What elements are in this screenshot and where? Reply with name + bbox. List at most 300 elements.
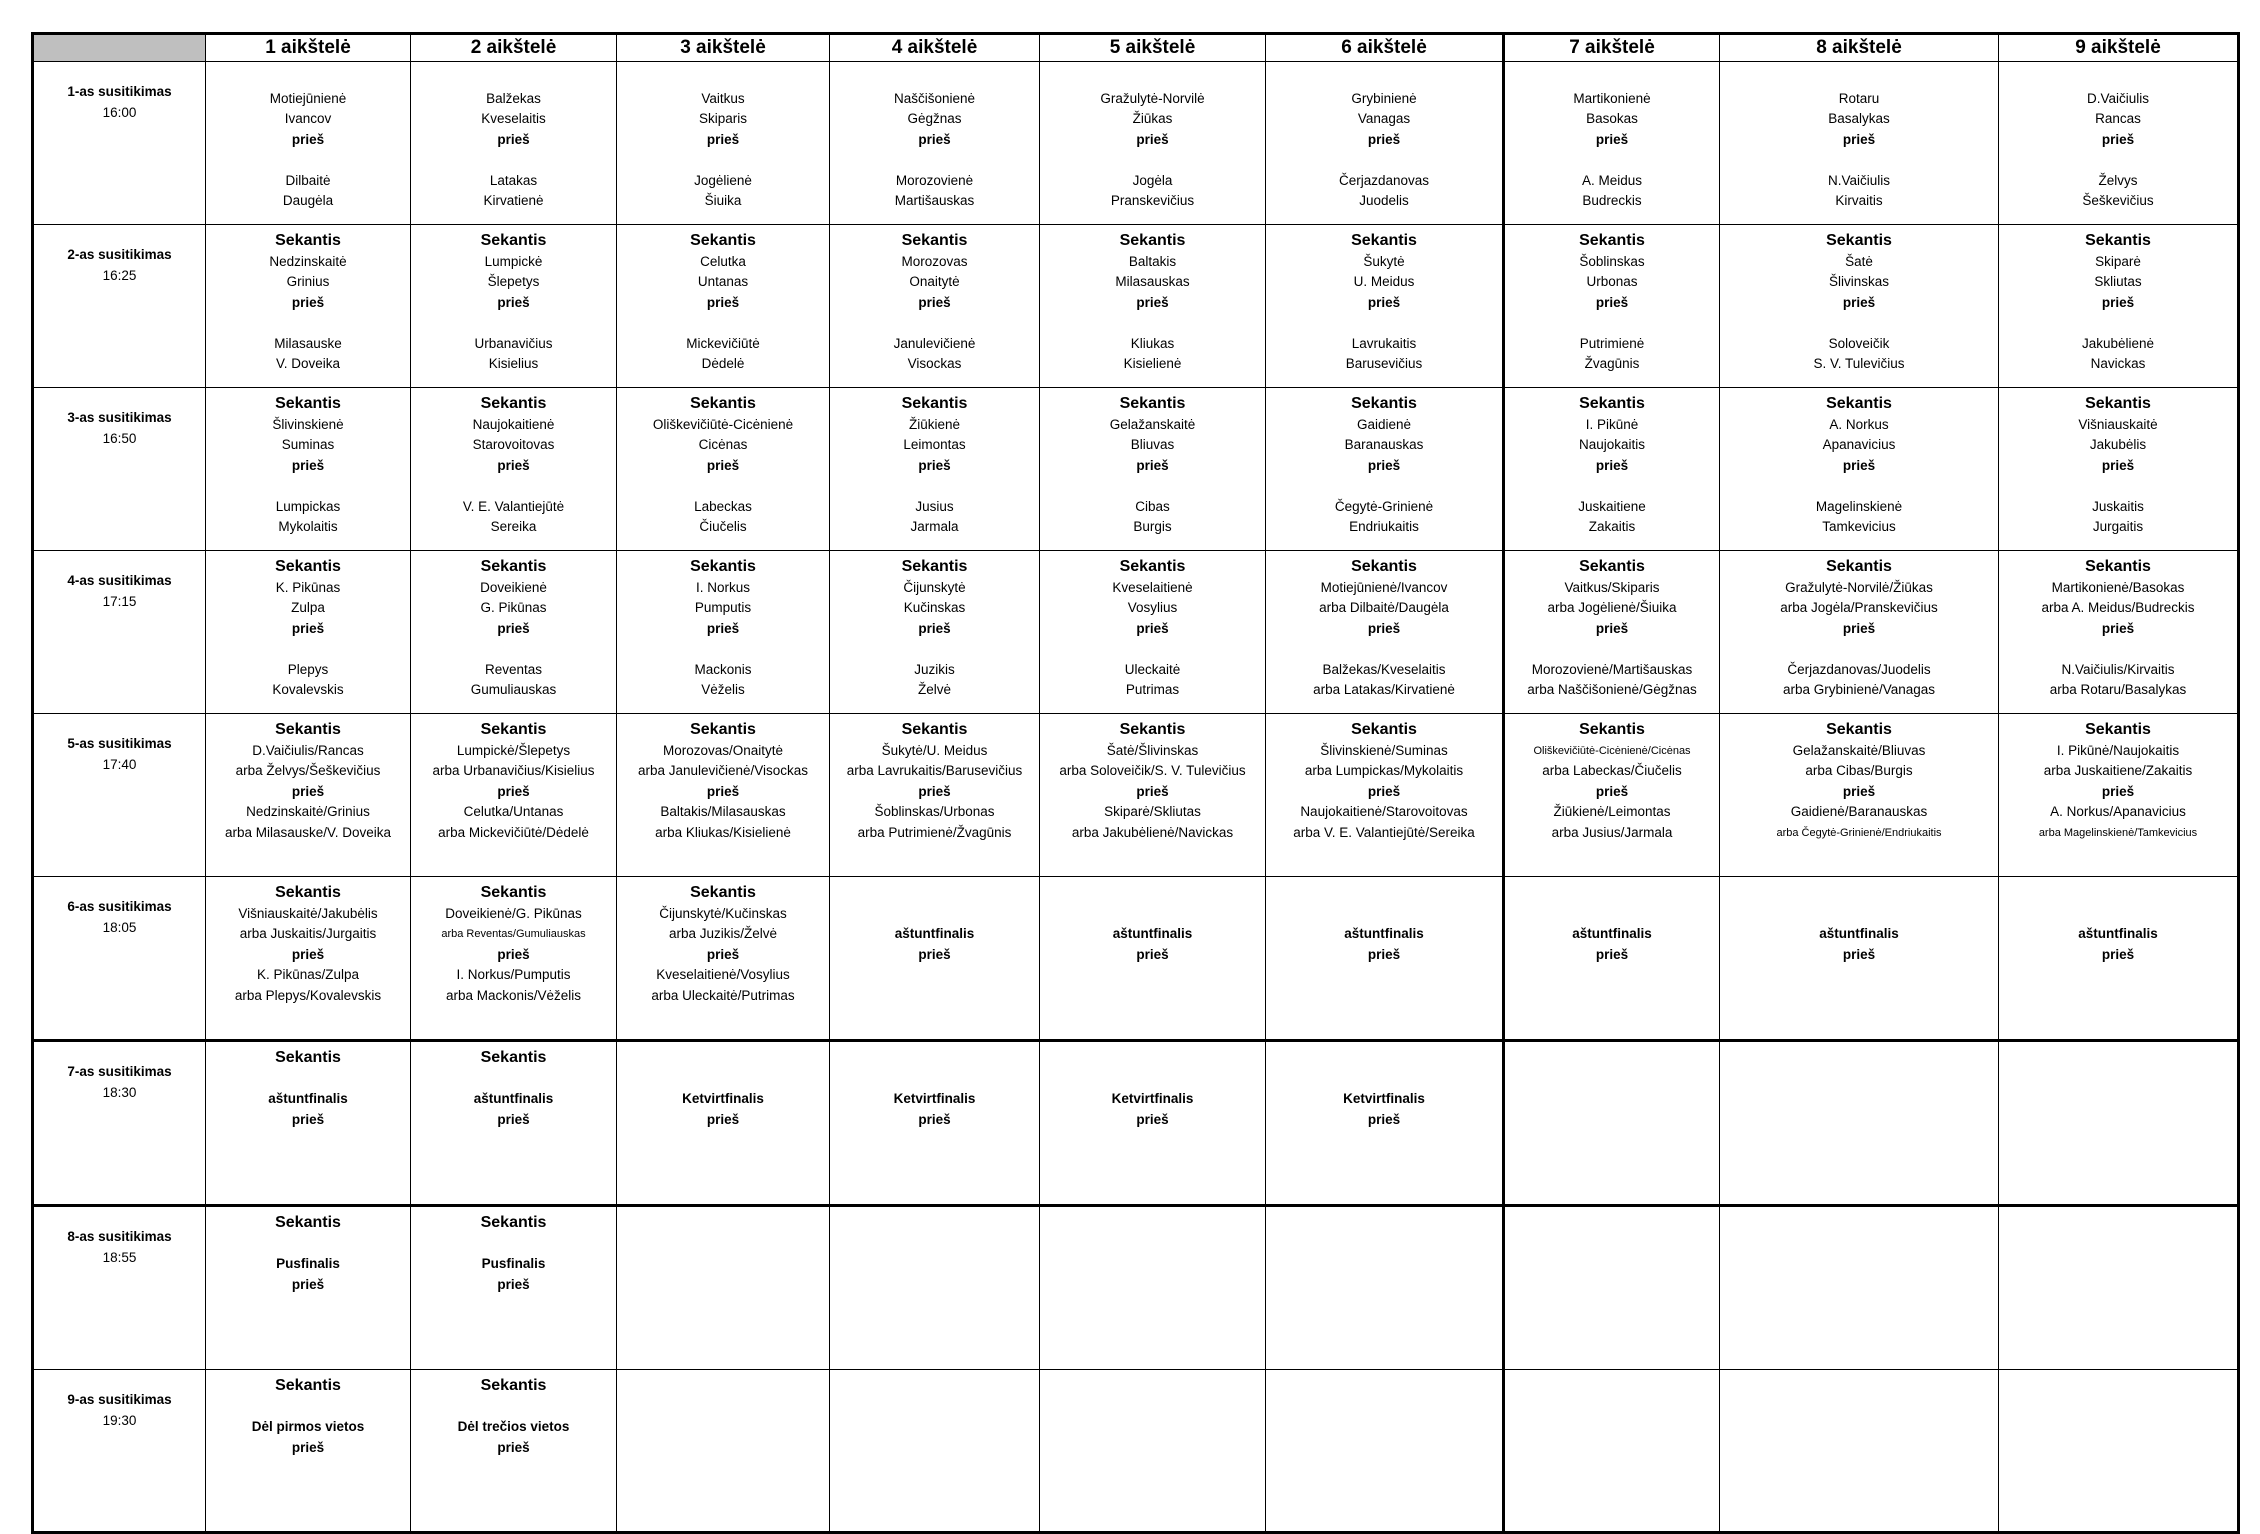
match-cell <box>1504 1370 1720 1533</box>
spacer-line <box>1040 150 1265 171</box>
match-cell <box>411 225 617 388</box>
spacer-line <box>830 1069 1039 1090</box>
match-cell <box>617 62 830 225</box>
player-line: Vanagas <box>1357 111 1411 126</box>
player-line: Putrimas <box>1125 682 1180 697</box>
player-line: Pranskevičius <box>1110 193 1195 208</box>
player-line: Soloveičik <box>1828 335 1890 351</box>
match-cell <box>1266 62 1504 225</box>
player-line: Žiūkienė/Leimontas <box>1553 804 1671 819</box>
spacer-line <box>1266 1048 1502 1069</box>
match-cell <box>1999 1041 2239 1206</box>
player-line: Endriukaitis <box>1349 519 1419 534</box>
player-line: arba A. Meidus/Budreckis <box>2041 600 2195 615</box>
spacer-line <box>1266 883 1502 904</box>
match-cell <box>1720 551 1999 714</box>
player-line: Martišauskas <box>894 193 975 208</box>
match-stage-label: prieš <box>2101 783 2135 799</box>
player-line: D.Vaičiulis <box>2086 90 2149 106</box>
spacer-line <box>1266 68 1502 89</box>
player-line: Gaidienė <box>1356 416 1412 432</box>
player-line: Žvagūnis <box>1584 356 1640 371</box>
match-cell <box>206 62 411 225</box>
player-line: arba Jakubėlienė/Navickas <box>1071 824 1234 840</box>
court-header: 5 aikštelė <box>1040 34 1266 62</box>
next-match-label: Sekantis <box>690 721 756 738</box>
match-stage-label: prieš <box>1136 620 1169 636</box>
round-row <box>33 714 2239 877</box>
player-line: arba Plepys/Kovalevskis <box>234 987 382 1003</box>
player-line: Juskaitis <box>2092 498 2144 514</box>
player-line: Vaitkus <box>701 90 745 106</box>
next-match-label: Sekantis <box>275 232 341 249</box>
next-match-label: Sekantis <box>275 395 341 412</box>
next-match-label: Sekantis <box>1826 232 1892 249</box>
match-stage-label: Pusfinalis <box>276 1256 340 1271</box>
next-match-label: Sekantis <box>1579 558 1645 575</box>
player-line: Oliškevičiūtė-Cicėnienė <box>652 416 794 432</box>
player-line: arba Dilbaitė/Daugėla <box>1319 600 1449 615</box>
spacer-line <box>1040 1048 1265 1069</box>
player-line: I. Pikūnė/Naujokaitis <box>2056 742 2180 758</box>
match-stage-label: prieš <box>497 783 530 799</box>
spacer-line <box>617 68 829 89</box>
next-match-label: Sekantis <box>901 395 968 412</box>
match-stage-label: prieš <box>291 1439 325 1455</box>
match-stage-label: prieš <box>706 620 740 636</box>
player-line: arba Lavrukaitis/Barusevičius <box>846 763 1023 778</box>
player-line: Čijunskytė/Kučinskas <box>659 905 787 921</box>
spacer-line <box>411 1397 616 1418</box>
match-stage-label: aštuntfinalis <box>473 1091 554 1106</box>
round-label: 4-as susitikimas <box>67 573 172 588</box>
next-match-label: Sekantis <box>480 1049 547 1066</box>
match-cell <box>1720 1370 1999 1533</box>
match-stage-label: prieš <box>1367 1111 1401 1127</box>
match-cell <box>1266 1370 1504 1533</box>
player-line: Reventas <box>484 661 543 677</box>
match-stage-label: prieš <box>497 131 530 147</box>
spacer-line <box>830 313 1039 334</box>
player-line: Tamkevicius <box>1822 519 1896 534</box>
spacer-line <box>1505 639 1719 660</box>
player-line: V. Doveika <box>275 356 341 371</box>
spacer-line <box>830 1048 1039 1069</box>
player-line: Nedzinskaitė <box>269 253 347 269</box>
match-stage-label: prieš <box>2101 131 2135 147</box>
spacer-line <box>1999 476 2237 497</box>
player-line: Kliukas <box>1130 335 1175 351</box>
match-stage-label: prieš <box>1136 131 1169 147</box>
next-match-label: Sekantis <box>480 395 547 412</box>
next-match-label: Sekantis <box>690 884 756 901</box>
round-row <box>33 877 2239 1041</box>
spacer-line <box>206 1069 410 1090</box>
match-stage-label: prieš <box>918 294 951 310</box>
match-stage-label: prieš <box>497 457 530 473</box>
spacer-line <box>830 883 1039 904</box>
spacer-line <box>617 313 829 334</box>
player-line: Skiparė/Skliutas <box>1104 804 1201 819</box>
next-match-label: Sekantis <box>1579 721 1645 738</box>
player-line: Doveikienė/G. Pikūnas <box>445 905 582 921</box>
round-label: 9-as susitikimas <box>67 1392 172 1407</box>
player-line: Grybinienė <box>1351 90 1417 106</box>
player-line: Kovalevskis <box>272 682 344 697</box>
spacer-line <box>1040 1069 1265 1090</box>
court-header: 6 aikštelė <box>1266 34 1504 62</box>
court-header: 8 aikštelė <box>1720 34 1999 62</box>
next-match-label: Sekantis <box>1351 395 1417 412</box>
player-line: Gumuliauskas <box>470 682 557 697</box>
match-stage-label: Pusfinalis <box>481 1256 546 1271</box>
player-line: Martikonienė <box>1573 90 1651 106</box>
match-cell <box>1504 225 1720 388</box>
player-line: arba Čegytė-Grinienė/Endriukaitis <box>1776 826 1942 839</box>
player-line: Mackonis <box>694 661 752 677</box>
spacer-line <box>1720 150 1998 171</box>
player-line: arba Kliukas/Kisielienė <box>655 824 791 840</box>
player-line: Želvys <box>2098 172 2138 188</box>
match-stage-label: prieš <box>1842 294 1876 310</box>
player-line: I. Pikūnė <box>1585 416 1639 432</box>
match-cell <box>411 1370 617 1533</box>
player-line: I. Norkus/Pumputis <box>456 967 571 982</box>
match-stage-label: prieš <box>497 620 530 636</box>
player-line: Naščišonienė <box>893 90 976 106</box>
spacer-line <box>411 150 616 171</box>
spacer-line <box>617 1048 829 1069</box>
match-cell <box>1999 1370 2239 1533</box>
match-cell <box>206 1206 411 1370</box>
player-line: Jogėlienė <box>694 172 752 188</box>
player-line: Jurgaitis <box>2092 519 2144 534</box>
player-line: Čiučelis <box>699 519 747 534</box>
match-cell <box>1999 225 2239 388</box>
player-line: Šatė <box>1845 253 1873 269</box>
court-header: 3 aikštelė <box>617 34 830 62</box>
match-stage-label: prieš <box>1136 294 1169 310</box>
spacer-line <box>411 476 616 497</box>
match-cell <box>830 551 1040 714</box>
match-cell <box>206 551 411 714</box>
match-stage-label: prieš <box>2101 294 2135 310</box>
next-match-label: Sekantis <box>1119 721 1186 738</box>
match-stage-label: prieš <box>1367 131 1401 147</box>
player-line: Baltakis/Milasauskas <box>660 804 786 819</box>
match-stage-label: prieš <box>2101 457 2135 473</box>
next-match-label: Sekantis <box>480 232 547 249</box>
spacer-line <box>617 1069 829 1090</box>
match-stage-label: prieš <box>1595 457 1629 473</box>
spacer-line <box>1266 1069 1502 1090</box>
spacer-line <box>830 476 1039 497</box>
player-line: Skiparis <box>698 111 747 126</box>
match-cell <box>830 714 1040 877</box>
next-match-label: Sekantis <box>1351 558 1417 575</box>
next-match-label: Sekantis <box>275 884 341 901</box>
player-line: Kveselaitis <box>481 111 546 126</box>
player-line: Juzikis <box>914 661 955 677</box>
match-stage-label: prieš <box>291 783 325 799</box>
player-line: Cicėnas <box>698 437 748 452</box>
player-line: arba Labeckas/Čiučelis <box>1542 763 1682 778</box>
match-cell <box>206 877 411 1041</box>
player-line: arba Cibas/Burgis <box>1805 763 1913 778</box>
court-header: 7 aikštelė <box>1504 34 1720 62</box>
player-line: Kirvatienė <box>483 193 544 208</box>
next-match-label: Sekantis <box>690 232 756 249</box>
match-cell <box>617 225 830 388</box>
spacer-line <box>1266 150 1502 171</box>
player-line: Šlivinskienė <box>272 416 344 432</box>
player-line: arba Želvys/Šeškevičius <box>235 763 381 778</box>
player-line: Basalykas <box>1828 111 1890 126</box>
match-cell <box>1720 714 1999 877</box>
player-line: arba Soloveičik/S. V. Tulevičius <box>1059 763 1246 778</box>
match-stage-label: prieš <box>706 457 740 473</box>
player-line: Balžekas <box>486 90 541 106</box>
player-line: Skiparė <box>2095 253 2141 269</box>
next-match-label: Sekantis <box>275 1049 341 1066</box>
player-line: arba Juzikis/Želvė <box>668 926 778 941</box>
player-line: arba Jogėla/Pranskevičius <box>1780 600 1938 615</box>
match-cell <box>1504 551 1720 714</box>
spacer-line <box>411 1069 616 1090</box>
match-stage-label: Dėl trečios vietos <box>457 1419 570 1434</box>
match-cell <box>1040 551 1266 714</box>
match-stage-label: prieš <box>1136 457 1169 473</box>
match-stage-label: prieš <box>1367 783 1401 799</box>
round-time-cell <box>33 225 206 388</box>
next-match-label: Sekantis <box>2085 721 2151 738</box>
match-cell <box>830 877 1040 1041</box>
match-stage-label: prieš <box>918 620 951 636</box>
spacer-line <box>206 68 410 89</box>
player-line: Morozovas/Onaitytė <box>662 742 784 758</box>
spacer-line <box>1040 883 1265 904</box>
match-stage-label: prieš <box>291 1276 325 1292</box>
player-line: Lavrukaitis <box>1351 335 1417 351</box>
next-match-label: Sekantis <box>1826 721 1892 738</box>
player-line: Doveikienė <box>480 579 547 595</box>
player-line: Daugėla <box>282 193 334 208</box>
match-stage-label: prieš <box>1367 457 1401 473</box>
spacer-line <box>206 639 410 660</box>
next-match-label: Sekantis <box>275 1377 341 1394</box>
spacer-line <box>1720 476 1998 497</box>
match-stage-label: prieš <box>706 131 740 147</box>
player-line: Kučinskas <box>903 600 966 615</box>
match-stage-label: prieš <box>1842 457 1876 473</box>
match-cell <box>1504 1041 1720 1206</box>
round-time-cell <box>33 1206 206 1370</box>
round-time: 17:40 <box>102 756 137 772</box>
next-match-label: Sekantis <box>480 884 547 901</box>
spacer-line <box>1720 313 1998 334</box>
match-cell <box>1720 62 1999 225</box>
match-cell <box>1040 1041 1266 1206</box>
spacer-line <box>617 150 829 171</box>
match-cell <box>1999 388 2239 551</box>
match-cell <box>1504 1206 1720 1370</box>
player-line: Želvė <box>917 682 951 697</box>
match-cell <box>1999 62 2239 225</box>
player-line: Starovoitovas <box>472 437 555 452</box>
player-line: N.Vaičiulis/Kirvaitis <box>2061 661 2175 677</box>
player-line: Basokas <box>1586 111 1638 126</box>
match-cell <box>1040 1370 1266 1533</box>
next-match-label: Sekantis <box>480 721 547 738</box>
next-match-label: Sekantis <box>690 558 756 575</box>
round-time: 16:50 <box>102 430 137 446</box>
round-row <box>33 388 2239 551</box>
spacer-line <box>1505 904 1719 925</box>
player-line: Zakaitis <box>1588 519 1636 534</box>
player-line: Dėdelė <box>701 356 745 371</box>
player-line: A. Norkus/Apanavicius <box>2050 804 2186 819</box>
match-cell <box>617 1370 830 1533</box>
match-stage-label: prieš <box>1595 783 1629 799</box>
player-line: arba Mackonis/Vėželis <box>445 987 582 1003</box>
match-stage-label: aštuntfinalis <box>268 1091 348 1106</box>
match-stage-label: prieš <box>2101 946 2135 962</box>
match-stage-label: prieš <box>1842 131 1876 147</box>
round-row <box>33 1370 2239 1533</box>
match-cell <box>206 1370 411 1533</box>
match-cell <box>1266 1041 1504 1206</box>
player-line: Lumpickė <box>484 253 543 269</box>
player-line: Čerjazdanovas <box>1338 172 1430 188</box>
player-line: Morozovas <box>901 253 968 269</box>
player-line: Šlivinskienė/Suminas <box>1320 742 1448 758</box>
match-cell <box>206 388 411 551</box>
match-cell <box>1720 388 1999 551</box>
player-line: Jakubėlienė <box>2081 335 2155 351</box>
player-line: G. Pikūnas <box>480 600 547 615</box>
player-line: arba Reventas/Gumuliauskas <box>441 928 586 940</box>
round-row <box>33 1041 2239 1206</box>
player-line: Sereika <box>490 519 537 534</box>
player-line: Putrimienė <box>1579 335 1645 351</box>
match-cell <box>411 877 617 1041</box>
player-line: Nedzinskaitė/Grinius <box>246 804 370 819</box>
match-cell <box>411 388 617 551</box>
match-cell <box>1040 714 1266 877</box>
next-match-label: Sekantis <box>901 721 968 738</box>
match-cell <box>1720 1206 1999 1370</box>
spacer-line <box>1040 904 1265 925</box>
player-line: arba Grybinienė/Vanagas <box>1782 682 1936 697</box>
player-line: Jusius <box>915 498 954 514</box>
spacer-line <box>1040 68 1265 89</box>
player-line: arba Putrimienė/Žvagūnis <box>857 824 1012 840</box>
player-line: Žiūkienė <box>908 416 961 432</box>
player-line: Magelinskienė <box>1815 498 1903 514</box>
spacer-line <box>1720 639 1998 660</box>
player-line: Šoblinskas <box>1579 253 1645 269</box>
match-stage-label: prieš <box>1842 783 1876 799</box>
match-cell <box>617 877 830 1041</box>
spacer-line <box>1266 639 1502 660</box>
spacer-line <box>411 1234 616 1255</box>
match-stage-label: prieš <box>291 946 325 962</box>
match-stage-label: prieš <box>1136 946 1169 962</box>
player-line: Višniauskaitė/Jakubėlis <box>238 905 378 921</box>
match-stage-label: prieš <box>497 1276 530 1292</box>
player-line: Balžekas/Kveselaitis <box>1322 661 1446 677</box>
player-line: Dilbaitė <box>285 172 331 188</box>
player-line: Šeškevičius <box>2082 193 2154 208</box>
match-cell <box>1266 225 1504 388</box>
match-stage-label: prieš <box>1367 620 1401 636</box>
next-match-label: Sekantis <box>1826 395 1892 412</box>
match-cell <box>1720 877 1999 1041</box>
player-line: Milasauskas <box>1115 274 1190 289</box>
match-stage-label: prieš <box>1367 946 1401 962</box>
spacer-line <box>1999 68 2237 89</box>
player-line: Vosylius <box>1127 600 1178 615</box>
spacer-line <box>830 68 1039 89</box>
match-stage-label: prieš <box>1595 946 1629 962</box>
match-cell <box>830 1370 1040 1533</box>
player-line: Gelažanskaitė <box>1109 416 1196 432</box>
match-stage-label: Ketvirtfinalis <box>682 1091 764 1106</box>
player-line: U. Meidus <box>1353 274 1415 289</box>
next-match-label: Sekantis <box>480 1377 547 1394</box>
player-line: Gražulytė-Norvilė <box>1100 90 1205 106</box>
spacer-line <box>1999 883 2237 904</box>
player-line: Grinius <box>286 274 330 289</box>
player-line: Baranauskas <box>1344 437 1424 452</box>
spacer-line <box>206 476 410 497</box>
spacer-line <box>411 639 616 660</box>
spacer-line <box>1266 476 1502 497</box>
header-corner-cell <box>33 34 206 62</box>
match-cell <box>830 388 1040 551</box>
match-stage-label: prieš <box>918 1111 951 1127</box>
player-line: arba Jogėlienė/Šiuika <box>1547 600 1677 615</box>
player-line: arba V. E. Valantiejūtė/Sereika <box>1293 824 1475 840</box>
player-line: Celutka/Untanas <box>463 804 564 819</box>
player-line: arba Rotaru/Basalykas <box>2049 682 2187 697</box>
spacer-line <box>1999 904 2237 925</box>
player-line: Onaitytė <box>909 274 960 289</box>
player-line: Čijunskytė <box>903 579 966 595</box>
spacer-line <box>1505 313 1719 334</box>
round-time: 18:30 <box>102 1084 137 1100</box>
match-cell <box>830 62 1040 225</box>
player-line: Martikonienė/Basokas <box>2051 579 2185 595</box>
next-match-label: Sekantis <box>480 558 547 575</box>
player-line: Naujokaitienė <box>472 416 555 432</box>
match-cell <box>617 1206 830 1370</box>
next-match-label: Sekantis <box>2085 395 2151 412</box>
round-time: 18:05 <box>102 919 137 935</box>
match-cell <box>411 62 617 225</box>
match-cell <box>1266 551 1504 714</box>
spacer-line <box>830 639 1039 660</box>
match-stage-label: prieš <box>291 1111 325 1127</box>
round-time: 17:15 <box>102 593 137 609</box>
spacer-line <box>206 1234 410 1255</box>
match-cell <box>1504 388 1720 551</box>
player-line: Šukytė/U. Meidus <box>881 742 988 758</box>
match-cell <box>1999 714 2239 877</box>
player-line: Navickas <box>2090 356 2146 371</box>
match-stage-label: aštuntfinalis <box>2078 926 2158 941</box>
match-stage-label: prieš <box>1136 783 1169 799</box>
